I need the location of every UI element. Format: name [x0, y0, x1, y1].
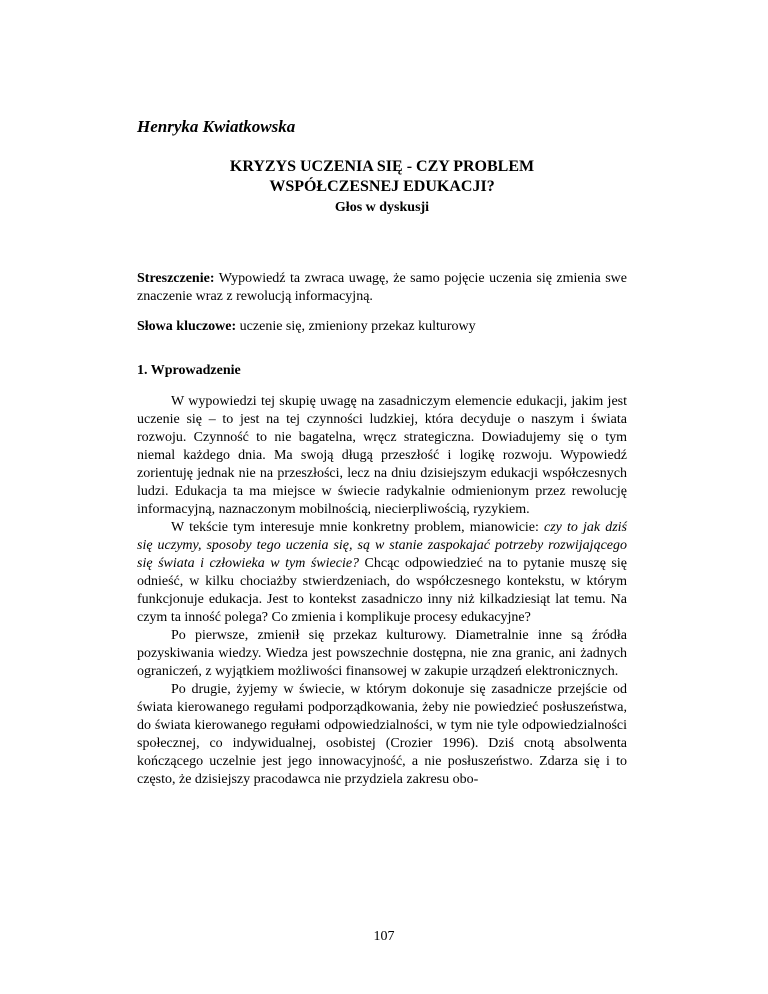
paragraph-2-end: Chcąc odpowiedzieć na to pytanie muszę się odnieść, w kilku chociażby stwierdzeniach, do współczesnego kontekstu, w którym funkcjonuje edukacja. Jest to kontekst zasadniczo inny niż kilkadziesiąt lat temu. Na czym ta inność polega? Co zmienia i komplikuje procesy edukacyjne? [137, 556, 627, 625]
article-subtitle: Głos w dyskusji [334, 200, 430, 215]
keywords-label: Słowa kluczowe: [137, 319, 237, 334]
article-title-line-2: WSPÓŁCZESNEJ EDUKACJI? [269, 178, 495, 195]
abstract-label: Streszczenie: [137, 271, 215, 286]
paragraph-1: W wypowiedzi tej skupię uwagę na zasadniczym elemencie edukacji, jakim jest uczenie się – to jest na tej czynności ludzkiej, która decyduje o naszym i świata rozwoju. Czynność to nie bagatelna, wręcz strategiczna. Dowiadujemy się o tym niemal każdego dnia. Ma swoją długą przeszłość i logikę rozwoju. Wypowiedź zorientuję jednak nie na przeszłości, lecz na dniu dzisiejszym edukacji współczesnych ludzi. Edukacja ta ma miejsce w świecie radykalnie odmienionym przez rewolucję informacyjną, naznaczonym mobilnością, niecierpliwością, ryzykiem. [137, 394, 627, 517]
abstract-text: Wypowiedź ta zwraca uwagę, że samo pojęcie uczenia się zmienia swe znaczenie wraz z rewolucją informacyjną. [137, 271, 627, 304]
title-block [137, 157, 627, 217]
page-number: 107 [373, 929, 395, 944]
author-name: Henryka Kwiatkowska [137, 117, 296, 136]
body-text [137, 393, 627, 789]
paragraph-2-start: W tekście tym interesuje mnie konkretny problem, mianowicie: [171, 520, 545, 535]
section-heading: 1. Wprowadzenie [137, 363, 241, 378]
paragraph-2 [137, 519, 627, 627]
abstract [137, 270, 627, 306]
keywords-text: uczenie się, zmieniony przekaz kulturowy [236, 319, 476, 334]
research-question: czy to jak dziś się uczymy, sposoby tego uczenia się, są w stanie zaspokajać potrzeby rozwijającego się świata i człowieka w tym świecie? [137, 520, 627, 571]
article-title-line-1: KRYZYS UCZENIA SIĘ - CZY PROBLEM [229, 158, 535, 175]
paragraph-4: Po drugie, żyjemy w świecie, w którym dokonuje się zasadnicze przejście od świata kierowanego regułami podporządkowania, żeby nie powiedzieć posłuszeństwa, do świata kierowanego regułami odpowiedzialności, w tym nie tyle odpowiedzialności społecznej, co indywidualnej, osobistej (Crozier 1996). Dziś cnotą absolwenta kończącego uczelnie jest jego innowacyjność, a nie posłuszeństwo. Zdarza się i to często, że dzisiejszy pracodawca nie przydziela zakresu obo- [137, 682, 627, 787]
paragraph-3: Po pierwsze, zmienił się przekaz kulturowy. Diametralnie inne są źródła pozyskiwania wiedzy. Wiedza jest powszechnie dostępna, nie zna granic, ani żadnych ograniczeń, z wyjątkiem możliwości finansowej w zakupie urządzeń elektronicznych. [137, 628, 627, 679]
keywords [137, 318, 627, 336]
